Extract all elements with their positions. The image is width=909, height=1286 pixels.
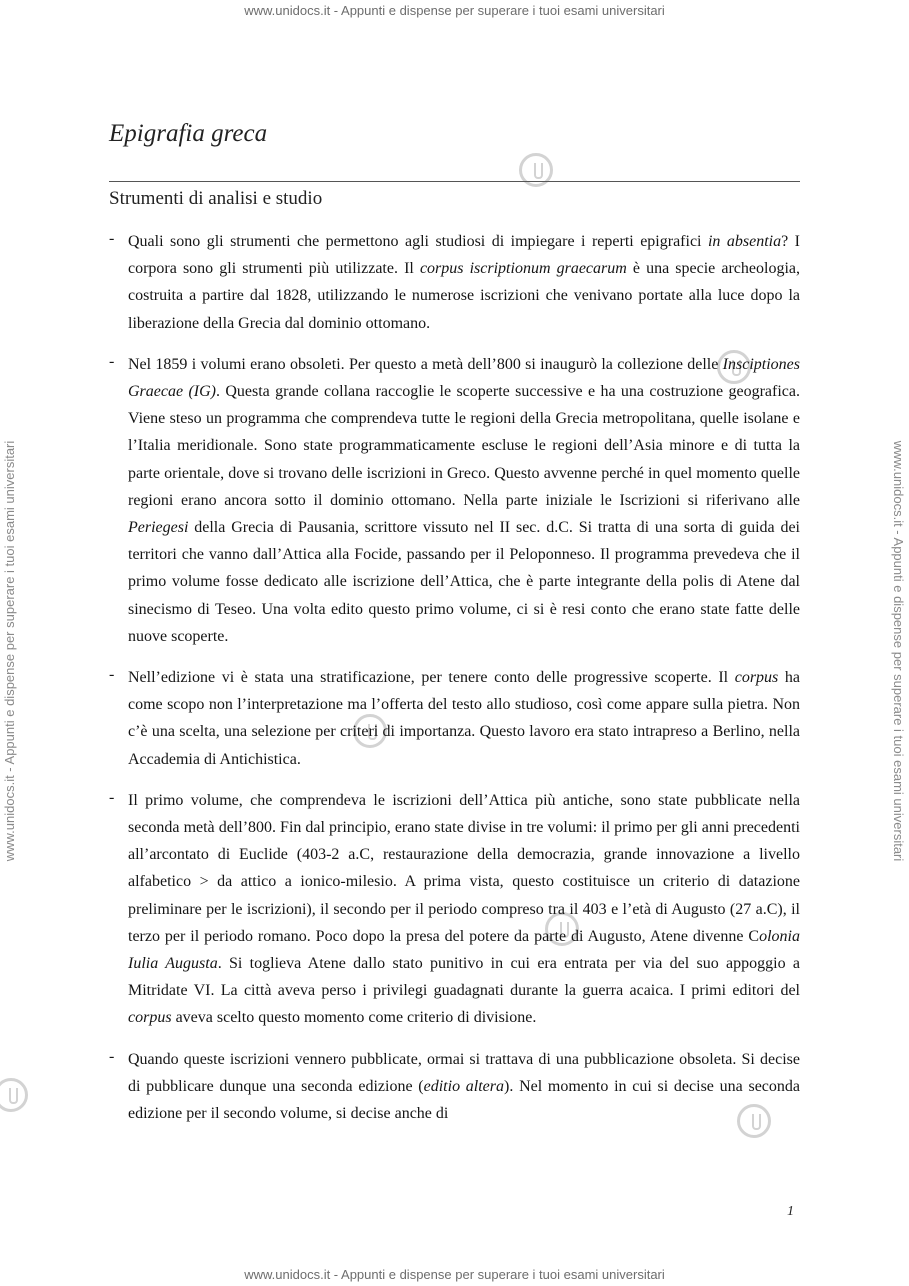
watermark-banner-bottom: www.unidocs.it - Appunti e dispense per superare i tuoi esami universitari: [244, 1267, 665, 1282]
watermark-banner-top: www.unidocs.it - Appunti e dispense per superare i tuoi esami universitari: [244, 3, 665, 18]
bullet-marker: -: [109, 666, 115, 684]
bullet-paragraph: [109, 787, 800, 1032]
watermark-side-right: www.unidocs.it - Appunti e dispense per superare i tuoi esami universitari: [891, 440, 906, 862]
body-text: . Questa grande collana raccoglie le scoperte successive e ha una costruzione geografica. Viene steso un programma che comprendeva tutte le regioni della Grecia metropolitana, quelle isolane e l’Italia meridionale. Sono state programmaticamente escluse le regioni dell’Asia minore e di tutta la parte orientale, dove si trovano delle iscrizioni in Greco. Questo avvenne perché in quel momento quelle regioni erano ancora sotto il dominio ottomano. Nella parte iniziale le Iscrizioni si riferivano alle: [128, 383, 800, 509]
italic-text: Periegesi: [128, 519, 189, 537]
body-text: ). Nel momento in cui si decise una seconda edizione per il secondo volume, si decise anche di: [128, 1077, 801, 1123]
italic-text: editio altera: [423, 1077, 505, 1095]
italic-text: Insciptiones Graecae (IG): [128, 355, 800, 401]
bullet-marker: -: [109, 230, 115, 247]
italic-text: in absentia: [707, 233, 782, 250]
bullet-marker: -: [109, 352, 115, 370]
body-text: ha come scopo non l’interpretazione ma l’offerta del testo allo studioso, così come appare sulla pietra. Non c’è una scelta, una selezione per criteri di importanza. Questo lavoro era stato intrapreso a Berlino, nella Accademia di Antichistica.: [128, 669, 801, 768]
body-text: Quando queste iscrizioni vennero pubblicate, ormai si trattava di una pubblicazione obsoleta. Si decise di pubblicare dunque una seconda edizione (: [128, 1050, 800, 1095]
body-text: Nel 1859 i volumi erano obsoleti. Per questo a metà dell’800 si inaugurò la collezione delle: [128, 355, 723, 373]
document-body: [109, 228, 800, 1141]
watermark-side-left: www.unidocs.it - Appunti e dispense per superare i tuoi esami universitari: [2, 440, 17, 862]
body-text: ? I corpora sono gli strumenti più utilizzate. Il: [128, 233, 800, 278]
body-text: . Si toglieva Atene dallo stato punitivo in cui era entrata per via del suo appoggio a Mitridate VI. La città aveva perso i privilegi guadagnati durante la guerra acaica. I primi editori del: [128, 955, 801, 1000]
document-title: Epigrafia greca: [109, 120, 268, 147]
italic-text: olonia Iulia Augusta: [128, 927, 800, 973]
body-text: aveva scelto questo momento come criterio di divisione.: [171, 1009, 537, 1027]
body-text: Nell’edizione vi è stata una stratificazione, per tenere conto delle progressive scoperte. Il: [128, 669, 735, 687]
bullet-paragraph: [109, 664, 800, 773]
body-text: Il primo volume, che comprendeva le iscrizioni dell’Attica più antiche, sono state pubblicate nella seconda metà dell’800. Fin dal principio, erano state divise in tre volumi: il primo per gli anni precedenti all’arcontato di Euclide (403-2 a.C, restaurazione della democrazia, grande innovazione a livello alfabetico > da attico a ionico-milesio. A prima vista, questo costituisce un criterio di datazione preliminare per le iscrizioni), il secondo per il periodo compreso tra il 403 e l’età di Augusto (27 a.C), il terzo per il periodo romano. Poco dopo la presa del potere da parte di Augusto, Atene divenne C: [128, 791, 800, 945]
body-text: è una specie archeologia, costruita a partire dal 1828, utilizzando le numerose iscrizioni che venivano portate alla luce dopo la liberazione della Grecia dal dominio ottomano.: [128, 260, 801, 332]
unidocs-logo-icon: [0, 1078, 28, 1112]
italic-text: corpus iscriptionum graecarum: [419, 260, 627, 278]
italic-text: corpus: [734, 669, 779, 687]
bullet-paragraph: [109, 1046, 800, 1128]
title-divider: [109, 181, 800, 182]
bullet-paragraph: [109, 351, 800, 650]
bullet-marker: -: [109, 788, 115, 806]
bullet-paragraph: [109, 228, 800, 337]
bullet-marker: -: [109, 1047, 115, 1065]
section-heading: Strumenti di analisi e studio: [109, 188, 323, 209]
body-text: Quali sono gli strumenti che permettono agli studiosi di impiegare i reperti epigrafici: [128, 233, 708, 250]
page-number: 1: [787, 1204, 794, 1219]
italic-text: corpus: [128, 1009, 172, 1027]
body-text: della Grecia di Pausania, scrittore vissuto nel II sec. d.C. Si tratta di una sorta di guida dei territori che vanno dall’Attica alla Focide, passando per il Peloponneso. Il programma prevedeva che il primo volume fosse dedicato alle iscrizione dell’Attica, che è parte integrante della polis di Atene dal sinecismo di Teseo. Una volta edito questo primo volume, ci si è resi conto che erano state fatte delle nuove scoperte.: [128, 519, 800, 645]
